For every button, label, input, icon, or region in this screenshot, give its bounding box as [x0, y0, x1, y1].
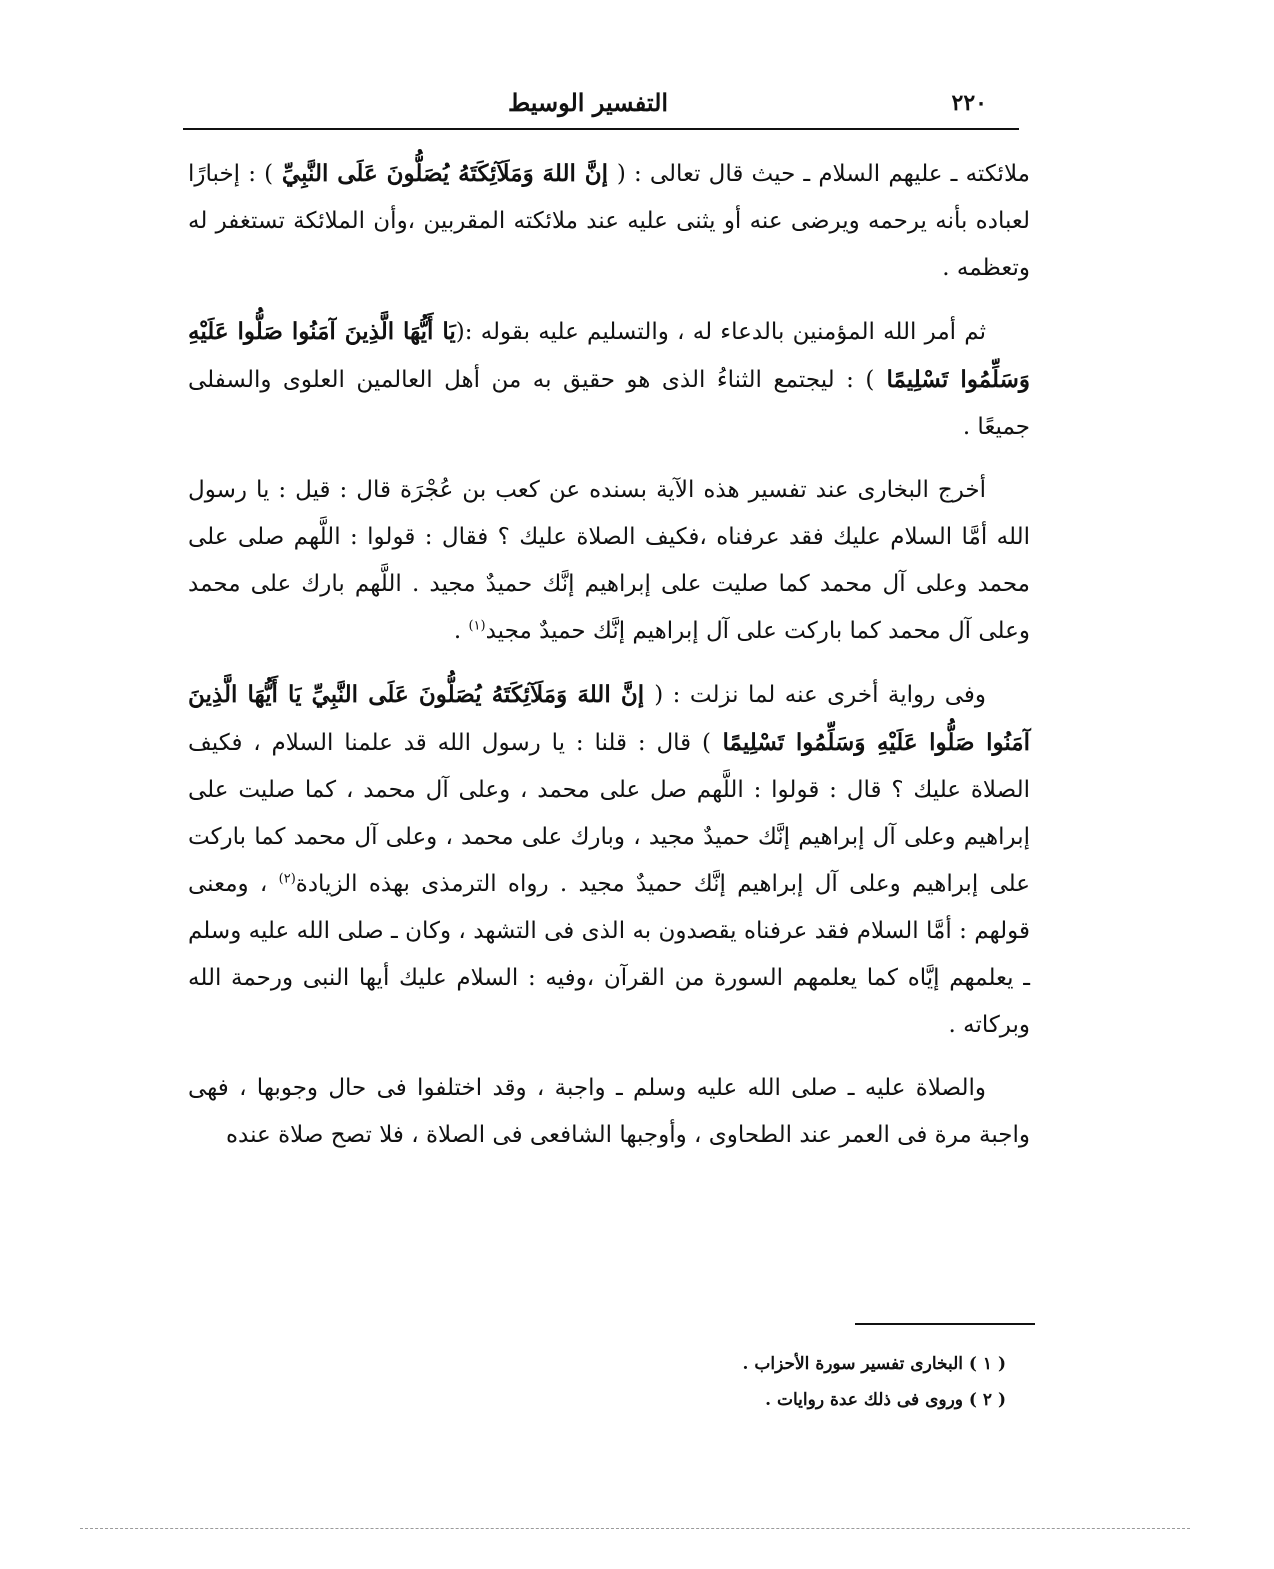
- paragraph-3-text-after: .: [453, 618, 469, 644]
- paragraph-4-text-after: ، ومعنى قولهم : أمَّا السلام فقد عرفناه يقصدون به الذى فى التشهد ، وكان ـ صلى الله عليه وسلم ـ يعلمهم إيَّاه كما يعلمهم السورة من القرآن ،وفيه : السلام عليك أيها النبى ورحمة الله وبركاته .: [188, 871, 1030, 1038]
- paragraph-5-text: والصلاة عليه ـ صلى الله عليه وسلم ـ واجبة ، وقد اختلفوا فى حال وجوبها ، فهى واجبة مرة فى العمر عند الطحاوى ، وأوجبها الشافعى فى الصلاة ، فلا تصح صلاة عنده: [188, 1075, 1030, 1148]
- paragraph-3-text: أخرج البخارى عند تفسير هذه الآية بسنده عن كعب بن عُجْرَة قال : قيل : يا رسول الله أمَّا السلام عليك فقد عرفناه ،فكيف الصلاة عليك ؟ فقال : قولوا : اللَّهم صلى على محمد وعلى آل محمد كما صليت على إبراهيم إنَّك حميدٌ مجيد . اللَّهم بارك على محمد وعلى آل محمد كما باركت على آل إبراهيم إنَّك حميدٌ مجيد: [188, 477, 1030, 644]
- paragraph-2-text-before: ثم أمر الله المؤمنين بالدعاء له ، والتسليم عليه بقوله :(: [455, 319, 986, 345]
- quran-verse: إنَّ اللهَ وَمَلَآئِكَتَهُ يُصَلُّونَ عَلَى النَّبِيِّ: [273, 160, 617, 187]
- running-title: التفسير الوسيط: [507, 88, 669, 117]
- paragraph-2-text-after: ) : ليجتمع الثناءُ الذى هو حقيق به من أهل العالمين العلوى والسفلى جميعًا .: [188, 367, 1030, 440]
- paragraph-4-text-middle: ) قال : قلنا : يا رسول الله قد علمنا السلام ، فكيف الصلاة عليك ؟ قال : قولوا : اللَّهم صل على محمد ، وعلى آل محمد ، كما صليت على إبراهيم وعلى آل إبراهيم إنَّك حميدٌ مجيد ، وبارك على محمد ، وعلى آل محمد كما باركت على إبراهيم وعلى آل إبراهيم إنَّك حميدٌ مجيد . رواه الترمذى بهذه الزيادة: [188, 730, 1030, 897]
- footnote-2: ( ٢ ) وروى فى ذلك عدة روايات .: [765, 1390, 1006, 1410]
- paragraph-1: [188, 150, 1030, 292]
- paragraph-3: [188, 467, 1030, 655]
- main-text: [188, 150, 1030, 1175]
- paragraph-2: [188, 308, 1030, 451]
- paragraph-4: [188, 671, 1030, 1049]
- paragraph-4-text-before: وفى رواية أخرى عنه لما نزلت : (: [654, 682, 986, 708]
- footnote-1: ( ١ ) البخارى تفسير سورة الأحزاب .: [742, 1354, 1006, 1374]
- paragraph-1-text-before: ملائكته ـ عليهم السلام ـ حيث قال تعالى : (: [616, 161, 1030, 187]
- paragraph-1-text-after: ) : إخبارًا لعباده بأنه يرحمه ويرضى عنه أو يثنى عليه عند ملائكته المقربين ،وأن الملائكة تستغفر له وتعظمه .: [188, 161, 1030, 281]
- footnote-marker-2: (٢): [278, 871, 296, 887]
- quran-verse: إنَّ اللهَ وَمَلَآئِكَتَهُ يُصَلُّونَ عَلَى النَّبِيِّ يَا أَيُّهَا الَّذِينَ آمَنُوا صَلُّوا عَلَيْهِ وَسَلِّمُوا تَسْلِيمًا: [188, 681, 1030, 756]
- footnote-marker-1: (١): [468, 618, 486, 634]
- footnotes: [188, 1346, 1028, 1418]
- page-header: [183, 88, 1019, 130]
- paragraph-5: [188, 1065, 1030, 1159]
- footnote-divider: [855, 1323, 1035, 1325]
- scan-bottom-edge: [80, 1528, 1190, 1529]
- quran-verse: يَا أَيُّهَا الَّذِينَ آمَنُوا صَلُّوا عَلَيْهِ وَسَلِّمُوا تَسْلِيمًا: [188, 318, 1030, 393]
- page-number: ٢٢٠: [951, 90, 987, 116]
